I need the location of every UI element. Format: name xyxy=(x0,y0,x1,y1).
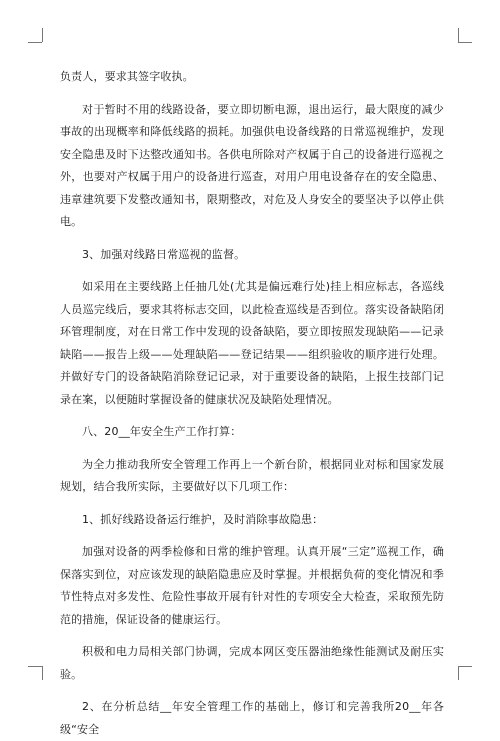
crop-mark-bottom-right-h xyxy=(458,666,472,667)
paragraph-unused-equipment: 对于暂时不用的线路设备，要立即切断电源，退出运行，最大限度的减少事故的出现概率和降低线路的损耗。加强供电设备线路的日常巡视维护，发现安全隐患及时下达整改通知书。各供电所除对产权属于自己的设备进行巡视之外，也要对产权属于用户的设备进行巡查，对用户用电设备存在的安全隐患、违章建筑要下发整改通知书，限期整改，对危及人身安全的要坚决予以停止供电。 xyxy=(60,102,444,228)
crop-mark-top-left-h xyxy=(28,42,42,43)
paragraph-line-markers: 如采用在主要线路上任抽几处(尤其是偏远难行处)挂上相应标志，各巡线人员巡完线后，要求其将标志交回，以此检查巡线是否到位。落实设备缺陷闭环管理制度，对在日常工作中发现的设备缺陷，要立即按照发现缺陷——记录缺陷——报告上级——处理缺陷——登记结果——组织验收的顺序进行处理。并做好专门的设备缺陷消除登记记录，对于重要设备的缺陷，上报生技部门记录在案，以便随时掌握设备的健康状况及缺陷处理情况。 xyxy=(60,280,444,406)
paragraph-coordination: 积极和电力局相关部门协调，完成本网区变压器油绝缘性能测试及耐压实验。 xyxy=(60,645,444,681)
heading-inspection-supervision: 3、加强对线路日常巡视的监督。 xyxy=(82,247,246,261)
crop-mark-top-left-v xyxy=(42,28,43,42)
crop-mark-bottom-left-h xyxy=(28,666,42,667)
paragraph-continuation: 负责人，要求其签字收执。 xyxy=(60,70,194,83)
crop-mark-bottom-right-v xyxy=(458,666,459,680)
crop-mark-top-right-v xyxy=(458,28,459,42)
paragraph-plan-intro: 为全力推动我所安全管理工作再上一个新台阶，根据同业对标和国家发展规划，结合我所实际，主要做好以下几项工作： xyxy=(60,457,444,493)
heading-item-one: 1、抓好线路设备运行维护，及时消除事故隐患： xyxy=(82,512,324,526)
paragraph-maintenance: 加强对设备的两季检修和日常的维护管理。认真开展“三定”巡视工作，确保落实到位，对应该发现的缺陷隐患应及时掌握。并根据负荷的变化情况和季节性特点对多发性、危险性事故开展有针对性的专项安全大检查，采取预先防范的措施，保证设备的健康运行。 xyxy=(60,545,444,626)
crop-mark-bottom-left-v xyxy=(42,666,43,680)
crop-mark-top-right-h xyxy=(458,42,472,43)
heading-item-two: 2、在分析总结__年安全管理工作的基础上，修订和完善我所20__年各级“安全 xyxy=(60,700,444,736)
heading-section-eight: 八、20__年安全生产工作打算： xyxy=(82,425,242,438)
document-body xyxy=(60,66,444,741)
